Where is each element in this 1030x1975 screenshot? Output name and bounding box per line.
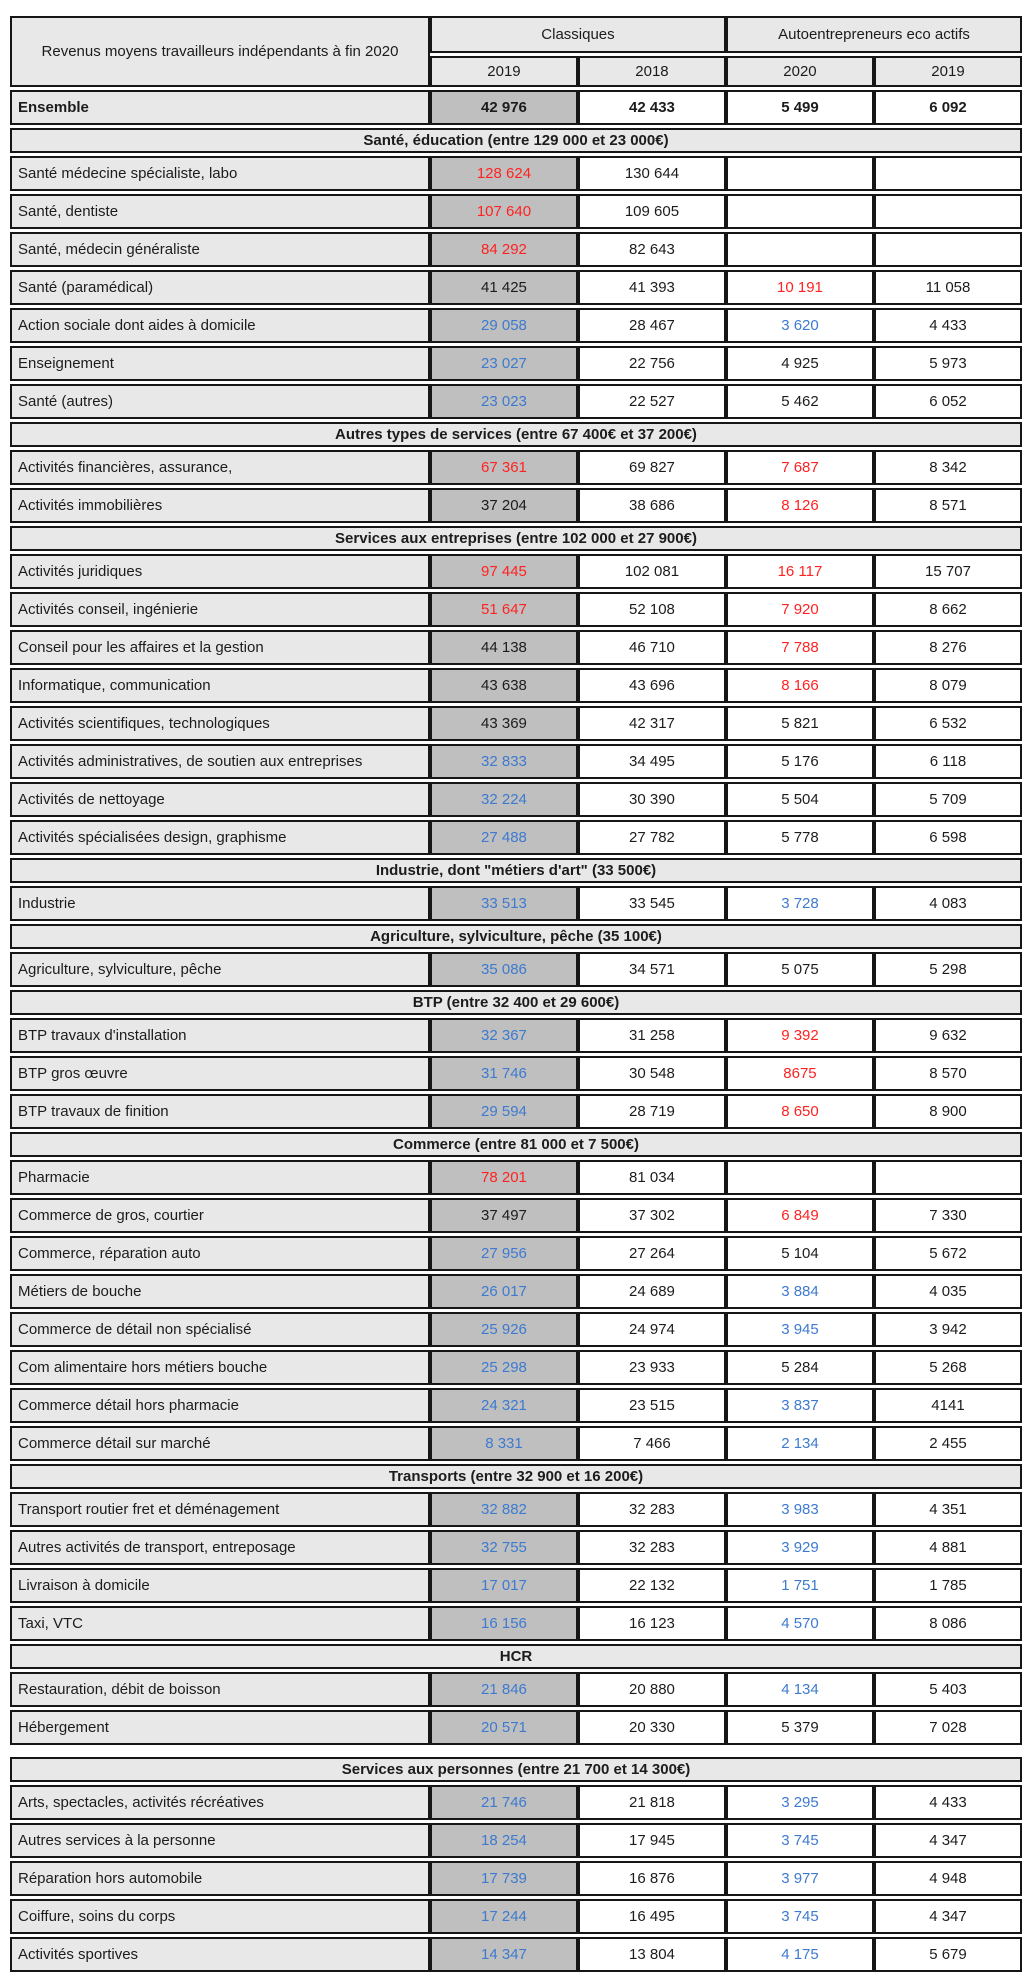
value-2019-auto: 11 058: [874, 270, 1022, 305]
row-label: Réparation hors automobile: [10, 1861, 430, 1896]
row-label: Commerce détail sur marché: [10, 1426, 430, 1461]
value-2019-classiques: 44 138: [430, 630, 578, 665]
section-header: BTP (entre 32 400 et 29 600€): [10, 990, 1022, 1015]
table-title: Revenus moyens travailleurs indépendants à fin 2020: [10, 16, 430, 87]
table-row: [10, 1160, 1022, 1195]
row-label: Santé, médecin généraliste: [10, 232, 430, 267]
value-2019-classiques: 43 369: [430, 706, 578, 741]
value-2018-classiques: 102 081: [578, 554, 726, 589]
section-header: HCR: [10, 1644, 1022, 1669]
table-row: [10, 1198, 1022, 1233]
value-2020-auto: 8 650: [726, 1094, 874, 1129]
table-row: [10, 1056, 1022, 1091]
section-header: Services aux entreprises (entre 102 000 et 27 900€): [10, 526, 1022, 551]
value-2019-auto: 6 052: [874, 384, 1022, 419]
value-2019-classiques: 37 497: [430, 1198, 578, 1233]
row-label: Com alimentaire hors métiers bouche: [10, 1350, 430, 1385]
value-2020-auto: [726, 232, 874, 267]
value-2019-classiques: 78 201: [430, 1160, 578, 1195]
value-2019-classiques: 67 361: [430, 450, 578, 485]
value-2018-classiques: 41 393: [578, 270, 726, 305]
col-header-classiques-2018: 2018: [578, 56, 726, 87]
value-2019-classiques: 23 023: [430, 384, 578, 419]
table-row: [10, 1018, 1022, 1053]
value-2018-classiques: 109 605: [578, 194, 726, 229]
value-2019-classiques: 31 746: [430, 1056, 578, 1091]
value-2019-classiques: 27 488: [430, 820, 578, 855]
section-header-row: [10, 1644, 1022, 1669]
value-2020-auto: 9 392: [726, 1018, 874, 1053]
value-2018-classiques: 22 527: [578, 384, 726, 419]
value-2018-classiques: 43 696: [578, 668, 726, 703]
value-2018-classiques: 46 710: [578, 630, 726, 665]
value-2018-classiques: 82 643: [578, 232, 726, 267]
value-2018-classiques: 24 689: [578, 1274, 726, 1309]
value-2019-classiques: 32 224: [430, 782, 578, 817]
table-row: [10, 952, 1022, 987]
value-2019-classiques: 107 640: [430, 194, 578, 229]
value-2020-auto: 7 920: [726, 592, 874, 627]
value-2020-auto: 10 191: [726, 270, 874, 305]
value-2019-auto: 4 351: [874, 1492, 1022, 1527]
value-2019-auto: 8 086: [874, 1606, 1022, 1641]
value-2020-auto: 5 284: [726, 1350, 874, 1385]
value-2019-auto: 5 973: [874, 346, 1022, 381]
table-row: [10, 156, 1022, 191]
row-label: Commerce de gros, courtier: [10, 1198, 430, 1233]
row-label: Enseignement: [10, 346, 430, 381]
value-2018-classiques: 27 264: [578, 1236, 726, 1271]
table-row: [10, 1568, 1022, 1603]
value-2020-auto: 3 295: [726, 1785, 874, 1820]
value-2018-classiques: 16 123: [578, 1606, 726, 1641]
value-2019-auto: 5 268: [874, 1350, 1022, 1385]
table-row: [10, 630, 1022, 665]
value-2020-auto: 8675: [726, 1056, 874, 1091]
value-2019-auto: 5 403: [874, 1672, 1022, 1707]
section-header-row: [10, 1132, 1022, 1157]
table-row: [10, 1530, 1022, 1565]
value-2019-classiques: 17 739: [430, 1861, 578, 1896]
row-label: Livraison à domicile: [10, 1568, 430, 1603]
value-2019-auto: 4 083: [874, 886, 1022, 921]
value-2019-auto: 8 342: [874, 450, 1022, 485]
table-row: [10, 886, 1022, 921]
table-row: [10, 1312, 1022, 1347]
value-2019-classiques: 18 254: [430, 1823, 578, 1858]
value-2018-classiques: 23 515: [578, 1388, 726, 1423]
value-2018-classiques: 32 283: [578, 1492, 726, 1527]
value-2018-classiques: 21 818: [578, 1785, 726, 1820]
value-2019-classiques: 24 321: [430, 1388, 578, 1423]
section-header-row: [10, 1464, 1022, 1489]
value-2019-auto: 4141: [874, 1388, 1022, 1423]
table-row: [10, 820, 1022, 855]
value-2019-auto: 6 532: [874, 706, 1022, 741]
value-2020-auto: 5 504: [726, 782, 874, 817]
value-2019-auto: 4 948: [874, 1861, 1022, 1896]
value-2019-classiques: 29 058: [430, 308, 578, 343]
value-2019-auto: 8 570: [874, 1056, 1022, 1091]
row-label: BTP gros œuvre: [10, 1056, 430, 1091]
value-2019-classiques: 16 156: [430, 1606, 578, 1641]
value-2019-auto: 5 298: [874, 952, 1022, 987]
table-row: [10, 1823, 1022, 1858]
value-2018-classiques: 42 433: [578, 90, 726, 125]
value-2019-auto: 8 079: [874, 668, 1022, 703]
table-row: [10, 554, 1022, 589]
value-2018-classiques: 22 132: [578, 1568, 726, 1603]
value-2019-auto: 2 455: [874, 1426, 1022, 1461]
value-2018-classiques: 24 974: [578, 1312, 726, 1347]
value-2020-auto: 3 884: [726, 1274, 874, 1309]
value-2019-classiques: 43 638: [430, 668, 578, 703]
row-label: Informatique, communication: [10, 668, 430, 703]
value-2018-classiques: 13 804: [578, 1937, 726, 1972]
value-2019-auto: 8 900: [874, 1094, 1022, 1129]
value-2018-classiques: 7 466: [578, 1426, 726, 1461]
row-label: BTP travaux de finition: [10, 1094, 430, 1129]
value-2020-auto: 3 745: [726, 1823, 874, 1858]
value-2020-auto: 5 379: [726, 1710, 874, 1745]
row-label: Activités administratives, de soutien aux entreprises: [10, 744, 430, 779]
row-label: Arts, spectacles, activités récréatives: [10, 1785, 430, 1820]
row-label: Santé (paramédical): [10, 270, 430, 305]
value-2020-auto: 3 745: [726, 1899, 874, 1934]
value-2020-auto: 5 104: [726, 1236, 874, 1271]
value-2020-auto: 7 788: [726, 630, 874, 665]
value-2020-auto: 7 687: [726, 450, 874, 485]
table-row: [10, 450, 1022, 485]
table-row: [10, 1710, 1022, 1745]
table-row: [10, 1861, 1022, 1896]
value-2019-auto: 7 028: [874, 1710, 1022, 1745]
table-row: [10, 706, 1022, 741]
value-2018-classiques: 69 827: [578, 450, 726, 485]
value-2018-classiques: 52 108: [578, 592, 726, 627]
value-2018-classiques: 38 686: [578, 488, 726, 523]
value-2020-auto: 3 945: [726, 1312, 874, 1347]
row-label: Autres services à la personne: [10, 1823, 430, 1858]
row-label: Santé médecine spécialiste, labo: [10, 156, 430, 191]
value-2019-classiques: 17 244: [430, 1899, 578, 1934]
section-header-row: [10, 990, 1022, 1015]
value-2019-auto: 5 679: [874, 1937, 1022, 1972]
value-2019-auto: 1 785: [874, 1568, 1022, 1603]
table-row: [10, 1937, 1022, 1972]
value-2020-auto: 8 166: [726, 668, 874, 703]
row-label: Taxi, VTC: [10, 1606, 430, 1641]
section-header: Services aux personnes (entre 21 700 et 14 300€): [10, 1757, 1022, 1782]
value-2018-classiques: 31 258: [578, 1018, 726, 1053]
value-2019-auto: 4 347: [874, 1899, 1022, 1934]
value-2018-classiques: 20 330: [578, 1710, 726, 1745]
value-2018-classiques: 42 317: [578, 706, 726, 741]
value-2019-auto: [874, 1160, 1022, 1195]
section-header-row: [10, 858, 1022, 883]
value-2020-auto: 3 983: [726, 1492, 874, 1527]
value-2020-auto: 5 176: [726, 744, 874, 779]
value-2018-classiques: 34 571: [578, 952, 726, 987]
value-2018-classiques: 17 945: [578, 1823, 726, 1858]
section-header: Transports (entre 32 900 et 16 200€): [10, 1464, 1022, 1489]
value-2020-auto: 5 778: [726, 820, 874, 855]
row-label: Activités de nettoyage: [10, 782, 430, 817]
section-header-row: [10, 128, 1022, 153]
table-row: [10, 1350, 1022, 1385]
value-2020-auto: 8 126: [726, 488, 874, 523]
row-label: Santé, dentiste: [10, 194, 430, 229]
row-label: Activités spécialisées design, graphisme: [10, 820, 430, 855]
value-2019-classiques: 25 926: [430, 1312, 578, 1347]
value-2019-classiques: 21 846: [430, 1672, 578, 1707]
value-2019-auto: 8 571: [874, 488, 1022, 523]
value-2019-classiques: 97 445: [430, 554, 578, 589]
row-label: Agriculture, sylviculture, pêche: [10, 952, 430, 987]
row-label: Action sociale dont aides à domicile: [10, 308, 430, 343]
value-2019-classiques: 42 976: [430, 90, 578, 125]
value-2019-auto: 9 632: [874, 1018, 1022, 1053]
table-row: [10, 1672, 1022, 1707]
value-2019-classiques: 20 571: [430, 1710, 578, 1745]
row-label: Ensemble: [10, 90, 430, 125]
col-group-autoentrepreneurs: Autoentrepreneurs eco actifs: [726, 16, 1022, 53]
value-2019-auto: 15 707: [874, 554, 1022, 589]
table-row: [10, 308, 1022, 343]
value-2019-auto: 4 433: [874, 1785, 1022, 1820]
col-header-auto-2019: 2019: [874, 56, 1022, 87]
value-2018-classiques: 16 876: [578, 1861, 726, 1896]
value-2020-auto: 3 620: [726, 308, 874, 343]
value-2019-classiques: 21 746: [430, 1785, 578, 1820]
value-2019-auto: 4 881: [874, 1530, 1022, 1565]
table-row: [10, 1426, 1022, 1461]
section-header: Autres types de services (entre 67 400€ et 37 200€): [10, 422, 1022, 447]
value-2018-classiques: 28 467: [578, 308, 726, 343]
value-2019-auto: [874, 156, 1022, 191]
table-row: [10, 1606, 1022, 1641]
value-2019-classiques: 17 017: [430, 1568, 578, 1603]
value-2020-auto: 6 849: [726, 1198, 874, 1233]
table-row: [10, 1274, 1022, 1309]
table-row: [10, 1785, 1022, 1820]
value-2019-auto: 5 672: [874, 1236, 1022, 1271]
value-2019-classiques: 37 204: [430, 488, 578, 523]
row-label: Activités immobilières: [10, 488, 430, 523]
value-2018-classiques: 33 545: [578, 886, 726, 921]
value-2018-classiques: 20 880: [578, 1672, 726, 1707]
row-label: Coiffure, soins du corps: [10, 1899, 430, 1934]
value-2018-classiques: 23 933: [578, 1350, 726, 1385]
value-2020-auto: 3 728: [726, 886, 874, 921]
section-header-row: [10, 1757, 1022, 1782]
value-2019-classiques: 84 292: [430, 232, 578, 267]
value-2019-classiques: 14 347: [430, 1937, 578, 1972]
section-header-row: [10, 526, 1022, 551]
value-2019-auto: 8 662: [874, 592, 1022, 627]
row-label: Conseil pour les affaires et la gestion: [10, 630, 430, 665]
value-2019-classiques: 41 425: [430, 270, 578, 305]
value-2020-auto: 16 117: [726, 554, 874, 589]
row-label: BTP travaux d'installation: [10, 1018, 430, 1053]
table-row: [10, 668, 1022, 703]
value-2019-classiques: 51 647: [430, 592, 578, 627]
section-header: Santé, éducation (entre 129 000 et 23 000€): [10, 128, 1022, 153]
row-label: Industrie: [10, 886, 430, 921]
value-2019-classiques: 35 086: [430, 952, 578, 987]
table-row: [10, 384, 1022, 419]
value-2019-classiques: 29 594: [430, 1094, 578, 1129]
value-2018-classiques: 28 719: [578, 1094, 726, 1129]
row-label: Transport routier fret et déménagement: [10, 1492, 430, 1527]
value-2020-auto: 1 751: [726, 1568, 874, 1603]
revenus-independants-table: [10, 13, 1022, 1975]
value-2019-classiques: 32 755: [430, 1530, 578, 1565]
section-header: Agriculture, sylviculture, pêche (35 100€): [10, 924, 1022, 949]
table-row: [10, 232, 1022, 267]
value-2020-auto: [726, 156, 874, 191]
table-row: [10, 194, 1022, 229]
value-2019-auto: 4 433: [874, 308, 1022, 343]
table-row: [10, 488, 1022, 523]
value-2018-classiques: 81 034: [578, 1160, 726, 1195]
row-label: Activités sportives: [10, 1937, 430, 1972]
value-2020-auto: 5 821: [726, 706, 874, 741]
section-header-row: [10, 924, 1022, 949]
table-row: [10, 1236, 1022, 1271]
col-header-classiques-2019: 2019: [430, 56, 578, 87]
row-label: Commerce, réparation auto: [10, 1236, 430, 1271]
value-2018-classiques: 30 548: [578, 1056, 726, 1091]
value-2018-classiques: 34 495: [578, 744, 726, 779]
section-header: Commerce (entre 81 000 et 7 500€): [10, 1132, 1022, 1157]
row-label: Commerce détail hors pharmacie: [10, 1388, 430, 1423]
table-row: [10, 346, 1022, 381]
row-label: Santé (autres): [10, 384, 430, 419]
table-row: [10, 270, 1022, 305]
value-2020-auto: 3 929: [726, 1530, 874, 1565]
value-2020-auto: 3 977: [726, 1861, 874, 1896]
value-2018-classiques: 37 302: [578, 1198, 726, 1233]
value-2018-classiques: 22 756: [578, 346, 726, 381]
value-2020-auto: 5 499: [726, 90, 874, 125]
row-label: Activités scientifiques, technologiques: [10, 706, 430, 741]
value-2018-classiques: 30 390: [578, 782, 726, 817]
row-label: Autres activités de transport, entreposage: [10, 1530, 430, 1565]
table-row: [10, 744, 1022, 779]
section-gap: [10, 1748, 1022, 1754]
value-2019-auto: 4 347: [874, 1823, 1022, 1858]
value-2019-auto: 6 118: [874, 744, 1022, 779]
value-2019-auto: 3 942: [874, 1312, 1022, 1347]
value-2019-classiques: 23 027: [430, 346, 578, 381]
value-2019-classiques: 32 367: [430, 1018, 578, 1053]
value-2018-classiques: 27 782: [578, 820, 726, 855]
value-2020-auto: 4 134: [726, 1672, 874, 1707]
value-2020-auto: [726, 1160, 874, 1195]
value-2019-auto: 7 330: [874, 1198, 1022, 1233]
value-2020-auto: 5 075: [726, 952, 874, 987]
row-label: Activités financières, assurance,: [10, 450, 430, 485]
value-2018-classiques: 130 644: [578, 156, 726, 191]
value-2020-auto: 4 925: [726, 346, 874, 381]
value-2020-auto: 4 570: [726, 1606, 874, 1641]
row-label: Pharmacie: [10, 1160, 430, 1195]
value-2020-auto: 3 837: [726, 1388, 874, 1423]
value-2019-auto: [874, 194, 1022, 229]
table-row: [10, 1094, 1022, 1129]
row-label: Hébergement: [10, 1710, 430, 1745]
table-row: [10, 1899, 1022, 1934]
row-label: Activités juridiques: [10, 554, 430, 589]
value-2019-auto: 4 035: [874, 1274, 1022, 1309]
table-row: [10, 592, 1022, 627]
table-row: [10, 1492, 1022, 1527]
value-2019-auto: 6 598: [874, 820, 1022, 855]
col-header-auto-2020: 2020: [726, 56, 874, 87]
value-2019-auto: 5 709: [874, 782, 1022, 817]
value-2019-classiques: 27 956: [430, 1236, 578, 1271]
value-2019-auto: [874, 232, 1022, 267]
value-2020-auto: 5 462: [726, 384, 874, 419]
value-2019-classiques: 8 331: [430, 1426, 578, 1461]
value-2020-auto: 4 175: [726, 1937, 874, 1972]
table-row: [10, 782, 1022, 817]
value-2019-auto: 8 276: [874, 630, 1022, 665]
table-row: [10, 90, 1022, 125]
value-2019-classiques: 32 882: [430, 1492, 578, 1527]
row-label: Métiers de bouche: [10, 1274, 430, 1309]
value-2019-classiques: 25 298: [430, 1350, 578, 1385]
value-2019-classiques: 26 017: [430, 1274, 578, 1309]
table-row: [10, 1388, 1022, 1423]
value-2019-classiques: 32 833: [430, 744, 578, 779]
row-label: Activités conseil, ingénierie: [10, 592, 430, 627]
section-header: Industrie, dont "métiers d'art" (33 500€): [10, 858, 1022, 883]
value-2019-classiques: 33 513: [430, 886, 578, 921]
value-2020-auto: 2 134: [726, 1426, 874, 1461]
row-label: Commerce de détail non spécialisé: [10, 1312, 430, 1347]
row-label: Restauration, débit de boisson: [10, 1672, 430, 1707]
value-2018-classiques: 32 283: [578, 1530, 726, 1565]
value-2019-classiques: 128 624: [430, 156, 578, 191]
col-group-classiques: Classiques: [430, 16, 726, 53]
value-2019-auto: 6 092: [874, 90, 1022, 125]
value-2020-auto: [726, 194, 874, 229]
section-header-row: [10, 422, 1022, 447]
value-2018-classiques: 16 495: [578, 1899, 726, 1934]
